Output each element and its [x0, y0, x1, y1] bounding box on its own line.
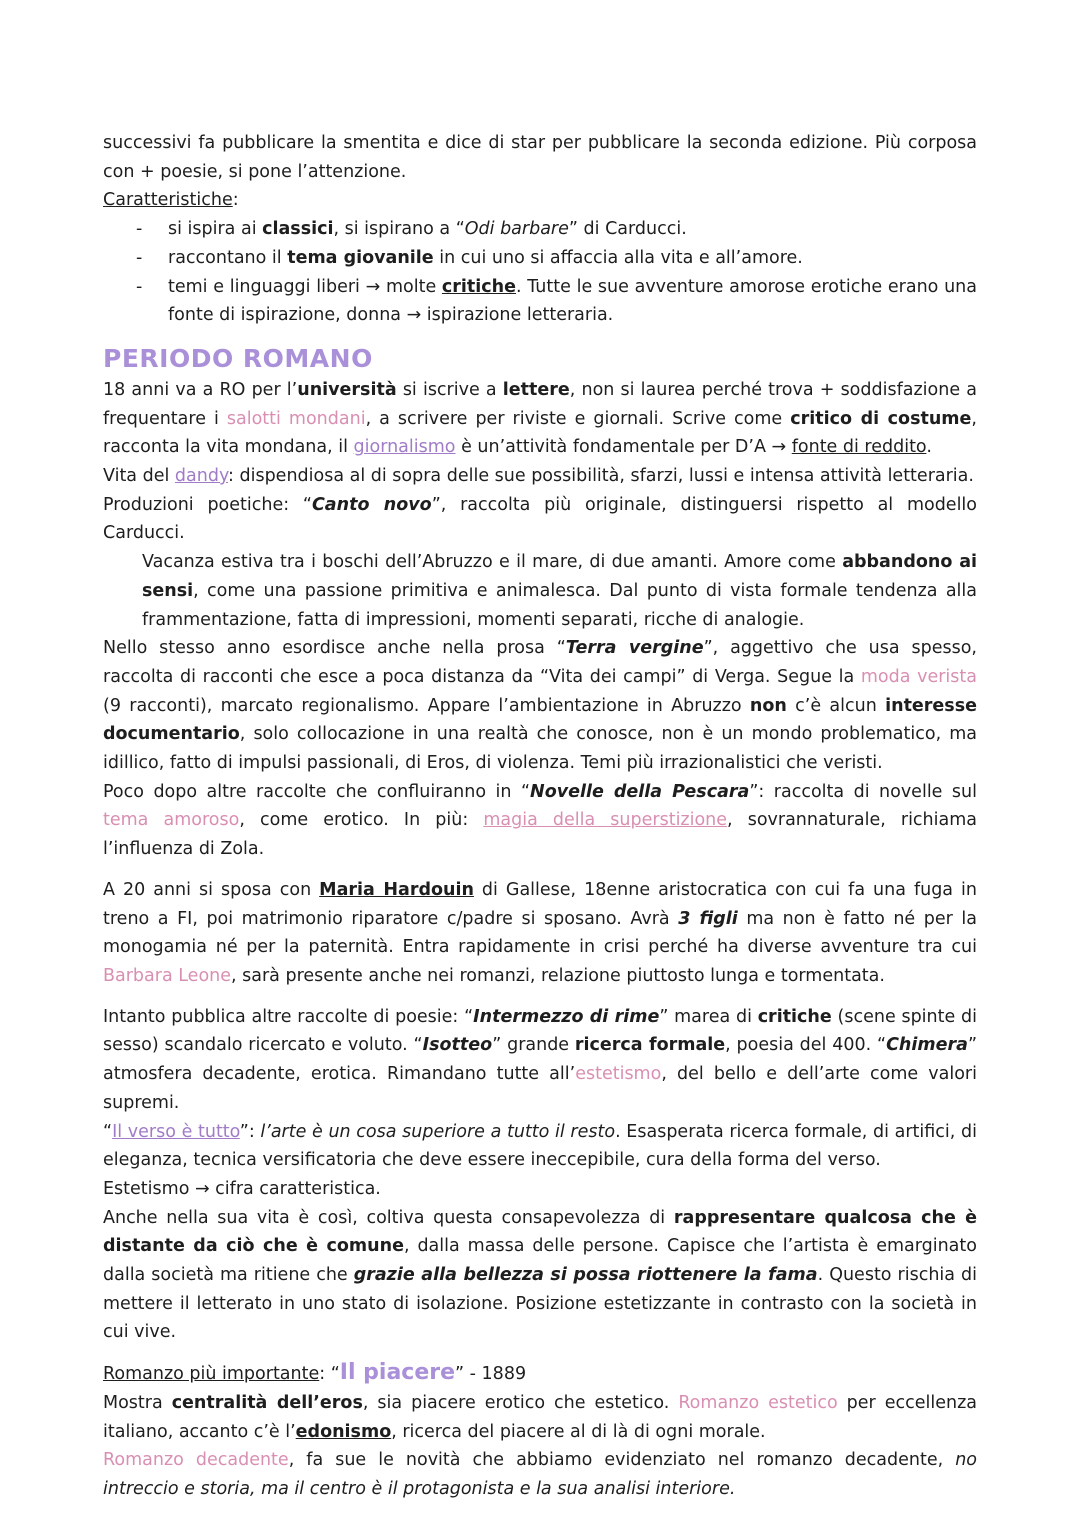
intro-paragraph: [103, 129, 977, 186]
link-giornalismo[interactable]: giornalismo: [353, 437, 456, 458]
highlight-barbara-leone: Barbara Leone: [103, 965, 232, 986]
text-run: raccontano il: [168, 247, 288, 268]
text-run: di Gallese, 18enne aristocratica con cui fa una fuga in treno a FI, poi matrimonio riparatore c/padre si sposano. Avrà: [103, 879, 977, 929]
text-run: Odi barbare: [464, 219, 569, 240]
text-run: Mostra: [103, 1392, 172, 1413]
text-run: Nello stesso anno esordisce anche nella prosa “: [103, 638, 566, 659]
text-run: interesse documentario: [103, 695, 978, 745]
periodo-romano-paragraph-2: [103, 462, 977, 491]
estetismo-paragraph-1: [103, 1003, 977, 1118]
text-run: ” marea di: [659, 1006, 758, 1027]
piacere-title: Il piacere: [339, 1360, 456, 1386]
text-run: ” - 1889: [455, 1364, 527, 1385]
piacere-heading: [103, 1359, 977, 1389]
piacere-paragraph-2: [103, 1446, 977, 1503]
text-run: Romanzo più importante: [103, 1364, 320, 1385]
text-run: 18 anni va a RO per l’: [103, 379, 298, 400]
text-run: , del bello e dell’arte come valori supremi.: [103, 1064, 977, 1113]
text-run: , dalla massa delle persone. Capisce che l’artista è emarginato dalla società ma ritiene che: [103, 1236, 977, 1286]
text-run: ” grande: [492, 1035, 575, 1056]
text-run: A 20 anni si sposa con: [103, 879, 320, 900]
text-run: .: [926, 437, 932, 458]
text-run: critiche: [441, 276, 516, 297]
caratteristiche-list: [103, 215, 977, 330]
text-run: , poesia del 400. “: [725, 1035, 887, 1056]
text-run: . Tutte le sue avventure amorose erotiche erano una fonte di ispirazione, donna → ispirazione letteraria.: [168, 276, 977, 326]
text-run: fonte di reddito: [791, 437, 927, 458]
text-run: edonismo: [295, 1421, 392, 1442]
text-run: ”: raccolta di novelle sul: [749, 781, 977, 802]
text-run: , sarà presente anche nei romanzi, relazione piuttosto lunga e tormentata.: [231, 965, 885, 986]
text-run: , come una passione primitiva e animalesca. Dal punto di vista formale tendenza alla frammentazione, fatta di impressioni, momenti separati, ricche di analogie.: [142, 580, 977, 630]
text-run: (scene spinte di sesso) scandalo ricercato e voluto. “: [103, 1006, 977, 1056]
text-run: si iscrive a: [396, 379, 503, 400]
list-item: [103, 273, 977, 330]
list-item: [103, 215, 977, 244]
text-run: :: [232, 190, 239, 211]
text-run: : “: [319, 1364, 340, 1385]
text-run: università: [297, 379, 397, 400]
link-dandy[interactable]: dandy: [174, 466, 229, 487]
text-run: (9 racconti), marcato regionalismo. Appare l’ambientazione in Abruzzo: [103, 695, 750, 716]
highlight-salotti-mondani: salotti mondani: [226, 408, 366, 429]
text-run: successivi fa pubblicare la smentita e dice di star per pubblicare la seconda edizione. Più corposa con + poesie, si pone l’attenzione.: [103, 133, 977, 182]
piacere-paragraph-1: [103, 1389, 977, 1446]
text-run: si ispira ai: [168, 219, 263, 240]
section-title-periodo-romano: PERIODO ROMANO: [103, 343, 373, 373]
list-item: [103, 244, 977, 273]
text-run: temi e linguaggi liberi → molte: [168, 276, 442, 297]
text-run: Poco dopo altre raccolte che confluiranno in “: [103, 781, 531, 802]
text-run: Isotteo: [422, 1035, 493, 1056]
text-run: . Questo rischia di mettere il letterato in uno stato di isolazione. Posizione estetizzante in contrasto con la società in cui vive.: [103, 1265, 977, 1343]
text-run: ” di Carducci.: [568, 219, 687, 240]
text-run: Caratteristiche: [103, 190, 233, 211]
text-run: , solo collocazione in una realtà che conosce, non è un mondo problematico, ma idillico, fatto di impulsi passionali, di Eros, di violenza. Temi più irrazionalistici che veristi.: [103, 724, 977, 774]
text-run: è un’attività fondamentale per D’A →: [455, 437, 792, 458]
text-run: . Esasperata ricerca formale, di artifici, di eleganza, tecnica versificatoria che deve essere ineccepibile, cura della forma del verso.: [103, 1121, 977, 1171]
text-run: Estetismo → cifra caratteristica.: [103, 1178, 381, 1199]
periodo-romano-paragraph-1: [103, 376, 977, 462]
periodo-romano-paragraph-5: [103, 634, 977, 778]
text-run: ”, aggettivo che usa spesso, raccolta di racconti che esce a poca distanza da “Vita dei campi” di Verga. Segue la: [103, 638, 977, 687]
estetismo-paragraph-2: [103, 1118, 977, 1175]
matrimonio-paragraph: [103, 876, 977, 991]
link-il-verso-e-tutto[interactable]: Il verso è tutto: [112, 1121, 240, 1142]
text-run: ricerca formale: [574, 1035, 726, 1056]
text-run: , sovrannaturale, richiama l’influenza di Zola.: [103, 810, 977, 860]
text-run: Anche nella sua vita è così, coltiva questa consapevolezza di: [103, 1207, 674, 1228]
document-page: [103, 129, 977, 1504]
text-run: “: [103, 1121, 113, 1142]
estetismo-paragraph-4: [103, 1204, 977, 1348]
text-run: , come erotico. In più:: [239, 810, 484, 831]
text-run: , si ispirano a “: [333, 219, 465, 240]
text-run: classici: [262, 219, 334, 240]
text-run: Vacanza estiva tra i boschi dell’Abruzzo e il mare, di due amanti. Amore come: [142, 552, 843, 573]
text-run: Terra vergine: [565, 638, 704, 659]
text-run: non: [749, 695, 787, 716]
text-run: , ricerca del piacere al di là di ogni morale.: [391, 1421, 766, 1442]
text-run: ” atmosfera decadente, erotica. Rimandano tutte all’: [103, 1035, 978, 1085]
highlight-moda-verista: moda verista: [860, 666, 977, 687]
text-run: , a scrivere per riviste e giornali. Scrive come: [365, 408, 791, 429]
periodo-romano-paragraph-6: [103, 778, 977, 864]
estetismo-paragraph-3: [103, 1175, 977, 1204]
highlight-romanzo-estetico: Romanzo estetico: [678, 1392, 838, 1413]
text-run: ”, raccolta più originale, distinguersi rispetto al modello Carducci.: [103, 494, 977, 544]
text-run: centralità dell’eros: [171, 1392, 363, 1413]
text-run: 3 figli: [678, 908, 738, 929]
text-run: , fa sue le novità che abbiamo evidenziato nel romanzo decadente,: [288, 1450, 956, 1471]
highlight-romanzo-decadente: Romanzo decadente: [103, 1450, 289, 1471]
canto-novo-description: [103, 548, 977, 634]
text-run: , sia piacere erotico che estetico.: [362, 1392, 679, 1413]
text-run: Intermezzo di rime: [473, 1006, 660, 1027]
text-run: tema giovanile: [287, 247, 434, 268]
text-run: Chimera: [886, 1035, 968, 1056]
text-run: abbandono ai sensi: [142, 552, 977, 601]
periodo-romano-paragraph-3: [103, 491, 977, 548]
text-run: critiche: [757, 1006, 832, 1027]
text-run: grazie alla bellezza si possa riottenere la fama: [353, 1265, 818, 1286]
text-run: lettere: [502, 379, 570, 400]
text-run: ”:: [239, 1121, 261, 1142]
text-run: Vita del: [103, 466, 175, 487]
text-run: Intanto pubblica altre raccolte di poesie: “: [103, 1006, 474, 1027]
link-magia-della-superstizione[interactable]: magia della superstizione: [483, 810, 728, 831]
highlight-tema-amoroso: tema amoroso: [103, 810, 240, 831]
text-run: rappresentare qualcosa che è distante da ciò che è comune: [103, 1207, 977, 1257]
text-run: per eccellenza italiano, accanto c’è l’: [103, 1392, 978, 1442]
text-run: c’è alcun: [786, 695, 886, 716]
highlight-estetismo: estetismo: [575, 1064, 662, 1085]
text-run: Produzioni poetiche: “: [103, 494, 312, 515]
text-run: , non si laurea perché trova + soddisfazione a frequentare i: [103, 379, 977, 429]
text-run: Novelle della Pescara: [530, 781, 750, 802]
text-run: in cui uno si affaccia alla vita e all’amore.: [433, 247, 803, 268]
text-run: Maria Hardouin: [319, 879, 474, 900]
text-run: l’arte è un cosa superiore a tutto il resto: [260, 1121, 616, 1142]
text-run: no intreccio e storia, ma il centro è il protagonista e la sua analisi interiore.: [103, 1450, 978, 1499]
text-run: critico di costume: [790, 408, 972, 429]
text-run: : dispendiosa al di sopra delle sue possibilità, sfarzi, lussi e intensa attività letteraria.: [228, 466, 974, 487]
caratteristiche-heading: [103, 186, 977, 215]
text-run: , racconta la vita mondana, il: [103, 408, 977, 458]
text-run: ma non è fatto né per la monogamia né per la paternità. Entra rapidamente in crisi perché ha diverse avventure tra cui: [103, 908, 977, 958]
text-run: Canto novo: [311, 494, 432, 515]
